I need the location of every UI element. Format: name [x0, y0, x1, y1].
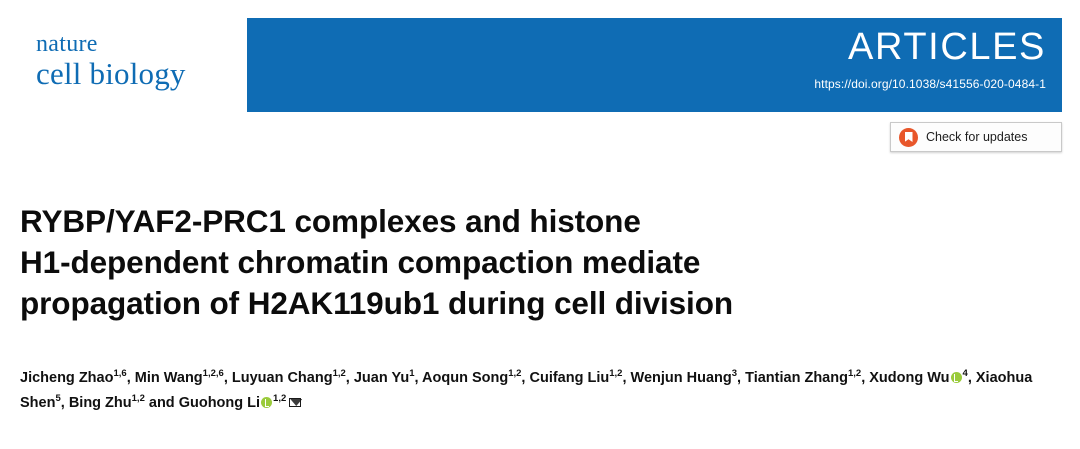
author-affiliation-marker: 1,2 [847, 368, 862, 380]
journal-logo[interactable] [18, 18, 247, 112]
author-entry[interactable] [869, 370, 968, 386]
doi-link[interactable]: https://doi.org/10.1038/s41556-020-0484-1 [814, 77, 1046, 91]
author-affiliation-marker: 1 [409, 368, 415, 380]
author-entry[interactable] [69, 395, 145, 411]
author-entry[interactable] [745, 370, 861, 386]
page-title [20, 201, 1020, 324]
author-name: Guohong Li [178, 394, 261, 411]
author-entry[interactable] [135, 370, 224, 386]
author-separator: , [967, 370, 976, 386]
author-affiliation-marker: 1,2 [131, 393, 145, 405]
author-name: Cuifang Liu [529, 370, 610, 386]
author-affiliation-marker: 1,2 [332, 368, 346, 380]
author-affiliation-marker: 1,2 [273, 393, 287, 405]
author-affiliation-marker: 4 [962, 368, 968, 380]
banner-right-block [814, 28, 1046, 91]
author-entry[interactable] [529, 370, 622, 386]
title-line-3: propagation of H2AK119ub1 during cell division [20, 284, 733, 321]
title-line-2: H1-dependent chromatin compaction mediate [20, 244, 701, 281]
section-label: ARTICLES [848, 26, 1046, 68]
author-name: Aoqun Song [422, 370, 509, 386]
journal-banner [18, 18, 1062, 112]
author-name: Tiantian Zhang [745, 370, 848, 386]
author-separator: , [737, 370, 746, 386]
author-affiliation-marker: 1,2 [508, 368, 522, 380]
author-separator: , [622, 370, 631, 386]
orcid-icon[interactable] [951, 372, 962, 383]
author-separator: , [414, 370, 423, 386]
author-name: Bing Zhu [68, 394, 132, 411]
author-separator: , [223, 370, 232, 386]
author-name: Wenjun Huang [630, 370, 732, 386]
author-separator: and [144, 394, 179, 411]
author-entry[interactable] [354, 370, 415, 386]
author-affiliation-marker: 3 [731, 368, 738, 380]
author-name: Xudong Wu [869, 370, 950, 386]
author-entry[interactable] [232, 370, 346, 386]
author-name: Jicheng Zhao [20, 370, 114, 386]
author-list [20, 366, 1050, 416]
author-separator: , [126, 370, 135, 386]
author-separator: , [345, 370, 354, 386]
author-name: Xiaohua Shen [20, 370, 1033, 411]
author-affiliation-marker: 1,6 [113, 368, 127, 380]
author-entry[interactable] [631, 370, 738, 386]
author-name: Juan Yu [353, 370, 410, 386]
orcid-icon[interactable] [261, 397, 272, 408]
author-separator: , [60, 394, 69, 411]
title-line-1: RYBP/YAF2-PRC1 complexes and histone [20, 203, 641, 240]
author-affiliation-marker: 1,2,6 [202, 368, 224, 380]
author-entry[interactable] [179, 395, 302, 411]
author-separator: , [861, 370, 870, 386]
author-affiliation-marker: 5 [55, 393, 61, 405]
author-name: Min Wang [134, 370, 203, 386]
journal-logo-cell-biology: cell biology [36, 56, 186, 92]
journal-logo-nature: nature [36, 31, 98, 57]
email-icon[interactable] [289, 398, 301, 407]
author-separator: , [521, 370, 530, 386]
crossmark-icon [899, 128, 918, 147]
check-for-updates-button[interactable] [890, 122, 1062, 152]
check-for-updates-label: Check for updates [926, 130, 1028, 144]
author-affiliation-marker: 1,2 [609, 368, 623, 380]
author-entry[interactable] [20, 370, 127, 386]
author-name: Luyuan Chang [231, 370, 333, 386]
author-entry[interactable] [422, 370, 521, 386]
